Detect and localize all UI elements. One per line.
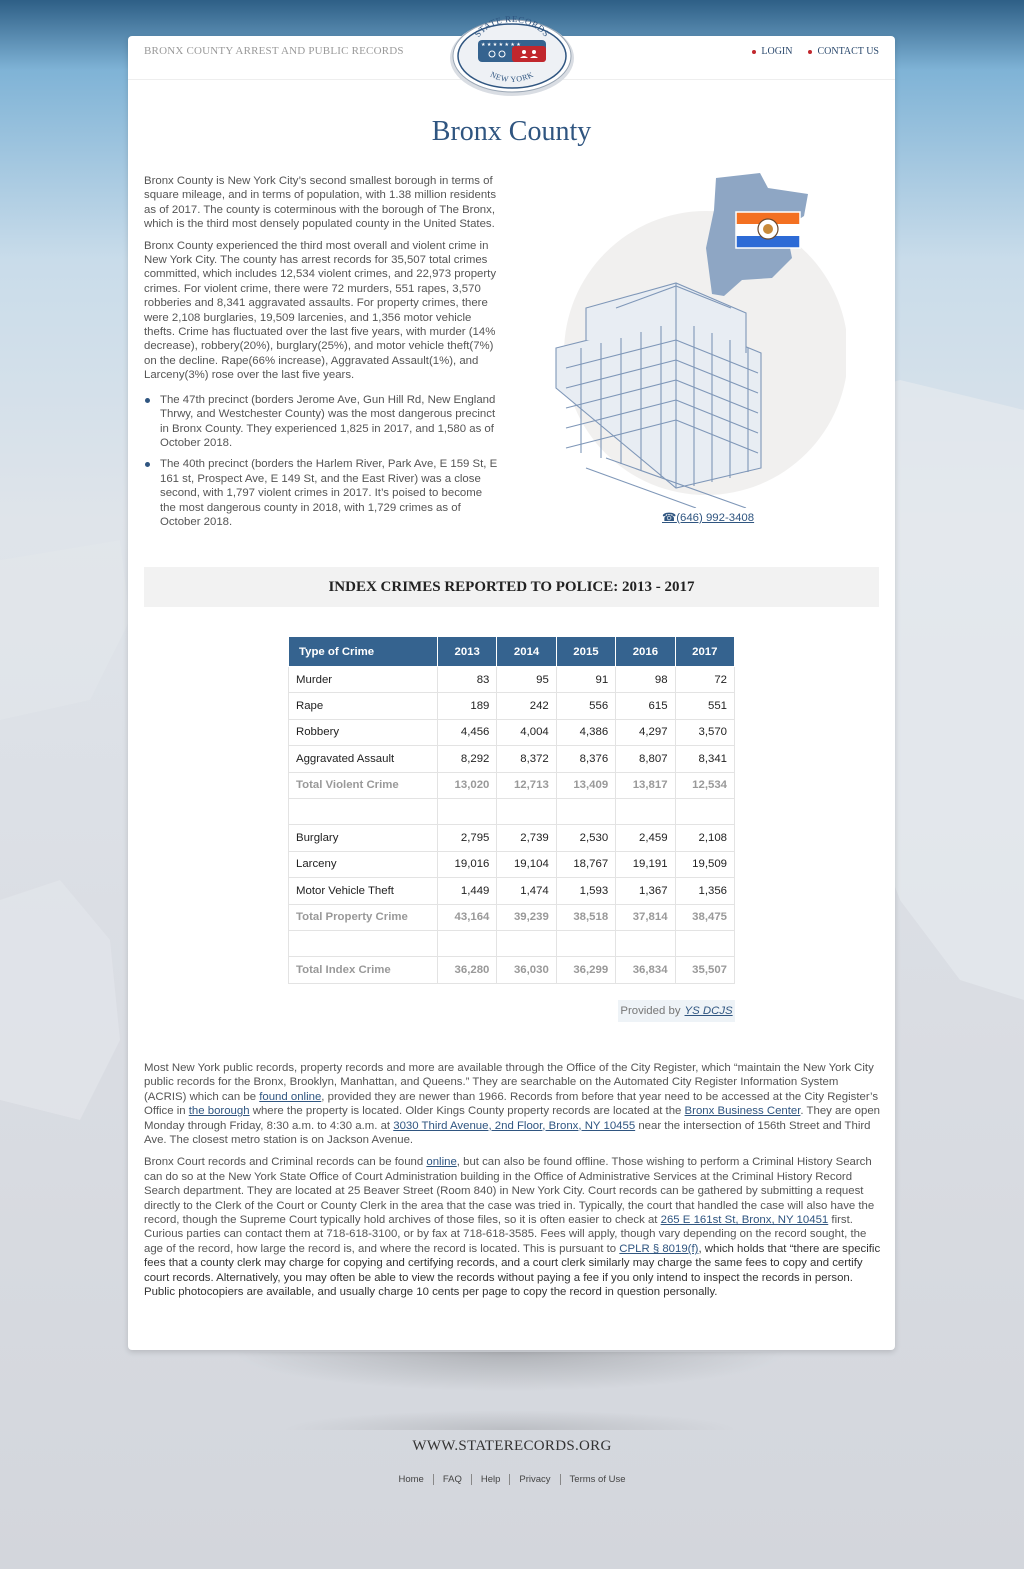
crime-count-cell [616,930,675,956]
crime-count-cell: 36,834 [616,957,675,983]
crime-count-cell: 1,593 [556,878,615,904]
footer-terms-link[interactable]: Terms of Use [560,1474,635,1485]
crime-type-cell [289,930,438,956]
crime-count-cell: 1,356 [675,878,734,904]
footer-site-name: WWW.STATERECORDS.ORG [412,1438,612,1454]
crime-count-cell: 36,030 [497,957,556,983]
table-header-row [289,637,735,667]
svg-text:STATE RECORDS: STATE RECORDS [472,13,552,39]
crime-count-cell [438,798,497,824]
crime-count-cell: 8,372 [497,746,556,772]
intro-paragraph-1: Bronx County is New York City’s second smallest borough in terms of square mileage, and in terms of population, with 1.38 million residents as of 2017. The county is coterminous with the borough of The Bronx, which is the third most densely populated county in the United States. [144,175,497,231]
crime-count-cell: 13,409 [556,772,615,798]
table-row [289,693,735,719]
table-row [289,851,735,877]
business-center-link[interactable]: Bronx Business Center [684,1105,801,1118]
crime-type-cell: Murder [289,667,438,693]
crime-count-cell: 1,449 [438,878,497,904]
table-row [289,930,735,956]
footer-home-link[interactable]: Home [398,1474,424,1485]
crime-type-cell: Total Violent Crime [289,772,438,798]
records-paragraph-2: Bronx Court records and Criminal records can be found online, but can also be found offline. Those wishing to perform a Criminal History Search can do so at the New York State Office of Court Administration building in the Office of Administrative Services at the Criminal History Record Search department. They are located at 25 Beaver Street (Room 840) in New York City. Court records can be gathered by submitting a request directly to the Clerk of the Court or County Clerk in the area that the case was tried in. Typically, the court that handled the case will also have the record, though the Supreme Court typically hold archives of those files, so it is often easier to check at 265 E 161st St, Bronx, NY 10451 first. Curious parties can contact them at 718-618-3100, or by fax at 718-618-3585. Fees will apply, though vary depending on the record sought, the age of the record, how large the record is, and where the record is located. This is pursuant to CPLR § 8019(f), which holds that “there are specific fees that a county clerk may charge for copying and certifying records, and a court clerk similarly may charge the same fees to copy and certify court records. Alternatively, you may often be able to view the records without paying a fee if you only intend to inspect the records in person. Public photocopiers are available, and usually charge 10 cents per page to copy the record in question personally. [144,1156,881,1299]
crime-count-cell: 8,376 [556,746,615,772]
crime-count-cell: 2,459 [616,825,675,851]
crime-count-cell: 19,104 [497,851,556,877]
table-header: 2017 [675,637,734,667]
crime-count-cell [438,930,497,956]
crime-count-cell: 12,534 [675,772,734,798]
crime-table [288,636,735,984]
crime-count-cell: 95 [497,667,556,693]
crime-type-cell: Burglary [289,825,438,851]
cplr-link[interactable]: CPLR § 8019(f) [619,1242,699,1255]
crime-count-cell: 2,108 [675,825,734,851]
records-section [144,1061,881,1308]
crime-count-cell: 4,456 [438,719,497,745]
table-body [289,667,735,984]
crime-count-cell: 189 [438,693,497,719]
crime-count-cell [497,930,556,956]
crime-type-cell: Rape [289,693,438,719]
crime-count-cell: 38,518 [556,904,615,930]
card-shadow [230,1352,790,1392]
borough-link[interactable]: the borough [188,1105,250,1118]
table-row [289,957,735,983]
crime-count-cell [556,930,615,956]
site-title: BRONX COUNTY ARREST AND PUBLIC RECORDS [144,45,404,57]
precinct-list [144,393,500,530]
crime-count-cell [497,798,556,824]
bullet-dot-icon [808,50,812,54]
crime-count-cell: 39,239 [497,904,556,930]
crime-count-cell: 91 [556,667,615,693]
crime-count-cell: 38,475 [675,904,734,930]
svg-text:NEW YORK: NEW YORK [488,69,536,84]
county-flag [736,212,800,248]
crime-count-cell: 19,191 [616,851,675,877]
crime-count-cell: 2,530 [556,825,615,851]
address-link[interactable]: 3030 Third Avenue, 2nd Floor, Bronx, NY 10455 [393,1119,636,1132]
crime-count-cell: 13,020 [438,772,497,798]
crime-count-cell: 242 [497,693,556,719]
crime-count-cell: 4,004 [497,719,556,745]
intro-paragraph-2: Bronx County experienced the third most overall and violent crime in New York City. The county has arrest records for 35,507 total crimes committed, which includes 12,534 violent crimes, and 22,973 property crimes. For violent crime, there were 72 murders, 551 rapes, 3,570 robberies and 8,341 aggravated assaults. For property crimes, there were 2,108 burglaries, 19,509 larcenies, and 1,356 motor vehicle thefts. Crime has fluctuated over the last five years, with murder (14% decrease), robbery(20%), burglary(25%), and motor vehicle theft(7%) on the decline. Rape(66% increase), Aggravated Assault(1%), and Larceny(3%) rose over the last five years. [144,239,497,382]
crime-count-cell: 13,817 [616,772,675,798]
table-header: 2013 [438,637,497,667]
crime-count-cell: 19,016 [438,851,497,877]
crime-count-cell [675,798,734,824]
crime-count-cell [675,930,734,956]
crime-count-cell: 18,767 [556,851,615,877]
crime-type-cell: Total Property Crime [289,904,438,930]
crime-count-cell [616,798,675,824]
crime-count-cell: 3,570 [675,719,734,745]
crime-count-cell: 8,807 [616,746,675,772]
crime-count-cell: 4,297 [616,719,675,745]
crime-count-cell: 36,299 [556,957,615,983]
intro-section [144,174,500,536]
crime-count-cell: 1,474 [497,878,556,904]
crime-count-cell: 37,814 [616,904,675,930]
crime-type-cell [289,798,438,824]
crime-count-cell: 615 [616,693,675,719]
bullet-dot-icon [752,50,756,54]
section-banner: INDEX CRIMES REPORTED TO POLICE: 2013 - 2017 [144,567,879,607]
footer-faq-link[interactable]: FAQ [433,1474,471,1485]
found-online-link[interactable]: found online [259,1090,322,1103]
table-header: 2014 [497,637,556,667]
crime-count-cell: 36,280 [438,957,497,983]
bronx-courthouse-illustration [546,168,846,508]
table-header: 2015 [556,637,615,667]
crime-count-cell: 35,507 [675,957,734,983]
crime-count-cell: 8,341 [675,746,734,772]
table-row [289,746,735,772]
phone-link[interactable]: ☎(646) 992-3408 [662,512,755,524]
page-title: Bronx County [431,116,592,147]
provided-by [618,1000,735,1022]
table-header: 2016 [616,637,675,667]
content-card [128,13,895,1350]
footer-privacy-link[interactable]: Privacy [509,1474,559,1485]
footer-help-link[interactable]: Help [471,1474,510,1485]
crime-count-cell: 556 [556,693,615,719]
provided-by-label: Provided by [620,1005,681,1017]
crime-type-cell: Total Index Crime [289,957,438,983]
crime-count-cell: 98 [616,667,675,693]
crime-count-cell: 12,713 [497,772,556,798]
top-links [752,46,879,57]
records-paragraph-1: Most New York public records, property records and more are available through the Office of the City Register, which “maintain the New York City public records for the Bronx, Brooklyn, Manhattan, and Queens.” They are searchable on the Automated City Register Information System (ACRIS) which can be found online, provided they are newer than 1966. Records from before that year need to be accessed at the City Register’s Office in the borough where the property is located. Older Kings County property records are located at the Bronx Business Center. They are open Monday through Friday, 8:30 a.m. to 4:30 a.m. at 3030 Third Avenue, 2nd Floor, Bronx, NY 10455 near the intersection of 156th Street and Third Ave. The closest metro station is on Jackson Avenue. [144,1062,881,1147]
crime-count-cell [556,798,615,824]
crime-count-cell: 4,386 [556,719,615,745]
table-row [289,798,735,824]
crime-count-cell: 83 [438,667,497,693]
source-link[interactable]: YS DCJS [684,1005,733,1017]
table-header: Type of Crime [289,637,438,667]
crime-type-cell: Motor Vehicle Theft [289,878,438,904]
crime-count-cell: 551 [675,693,734,719]
footer-links [0,1474,1024,1485]
crime-type-cell: Aggravated Assault [289,746,438,772]
crime-count-cell: 2,795 [438,825,497,851]
crime-count-cell: 19,509 [675,851,734,877]
list-item: The 47th precinct (borders Jerome Ave, Gun Hill Rd, New England Thrwy, and Westchester County) was the most dangerous precinct in Bronx County. They experienced 1,825 in 2017, and 1,580 as of October 2018. [144,393,500,451]
table-row [289,719,735,745]
crime-count-cell: 72 [675,667,734,693]
crime-count-cell: 8,292 [438,746,497,772]
svg-text:★ ★ ★ ★ ★ ★ ★: ★ ★ ★ ★ ★ ★ ★ [481,42,521,48]
list-item: The 40th precinct (borders the Harlem River, Park Ave, E 159 St, E 161 st, Prospect Ave, E 149 St, and the East River) was a close second, with 1,797 violent crimes in 2017. It’s poised to become the most dangerous county in 2018, with 1,729 crimes as of October 2018. [144,457,500,529]
table-row [289,904,735,930]
crime-type-cell: Robbery [289,719,438,745]
contact-us-link[interactable]: CONTACT US [808,46,879,57]
table-row [289,825,735,851]
table-row [289,878,735,904]
card-shadow-lower [280,1410,740,1430]
crime-count-cell: 2,739 [497,825,556,851]
crime-type-cell: Larceny [289,851,438,877]
state-records-logo[interactable] [448,12,576,96]
online-link[interactable]: online [426,1156,457,1169]
crime-count-cell: 1,367 [616,878,675,904]
table-row [289,772,735,798]
table-row [289,667,735,693]
phone-icon: ☎ [662,512,677,524]
crime-count-cell: 43,164 [438,904,497,930]
court-address-link[interactable]: 265 E 161st St, Bronx, NY 10451 [660,1214,829,1227]
login-link[interactable]: LOGIN [752,46,792,57]
